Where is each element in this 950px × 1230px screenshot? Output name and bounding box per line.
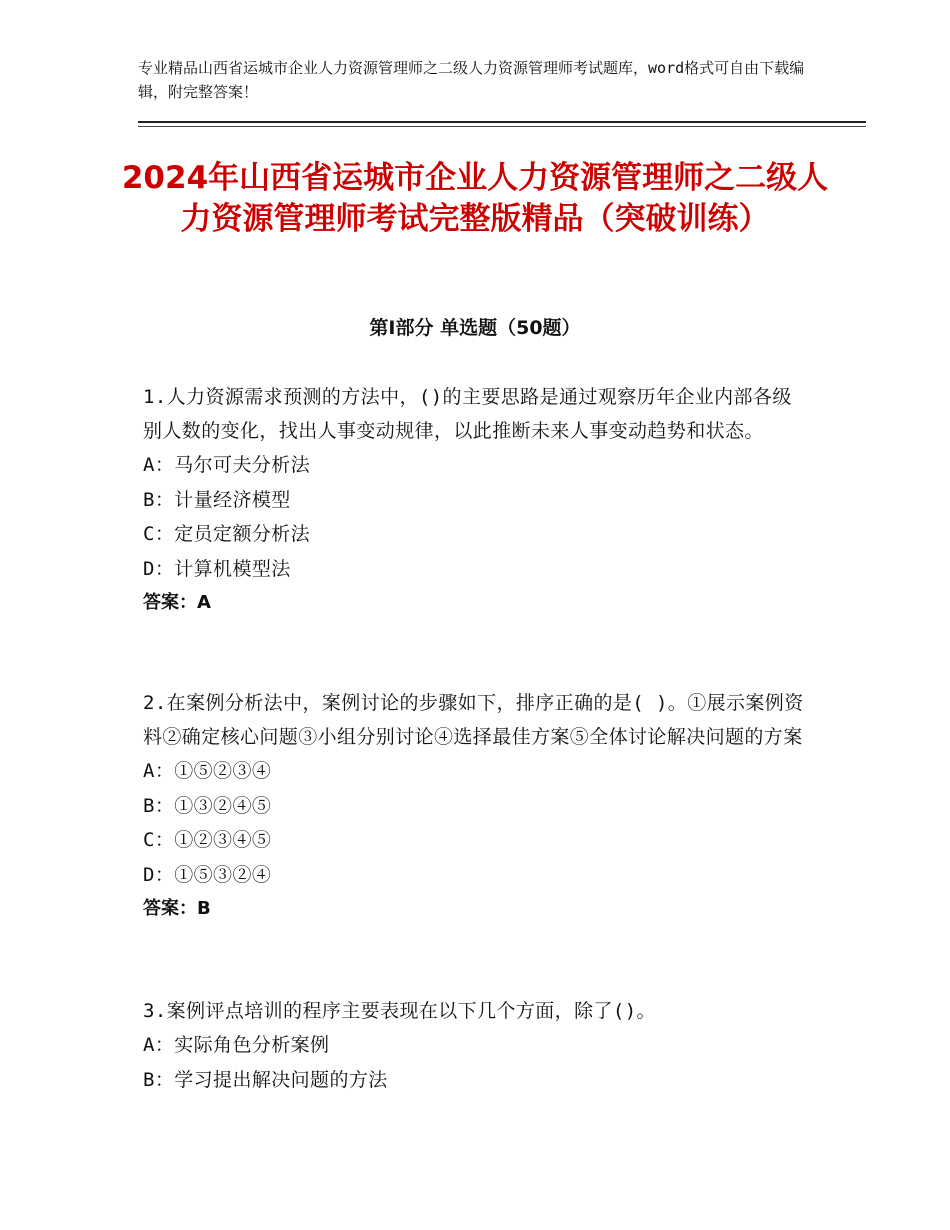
question-1 [143, 380, 808, 620]
header-divider-thick [138, 121, 866, 123]
question-text: 1.人力资源需求预测的方法中，()的主要思路是通过观察历年企业内部各级别人数的变化，找出人事变动规律，以此推断未来人事变动趋势和状态。 [143, 386, 792, 442]
option-a: A：①⑤②③④ [143, 760, 272, 782]
header-note: 专业精品山西省运城市企业人力资源管理师之二级人力资源管理师考试题库，word格式可自由下载编辑，附完整答案！ [138, 59, 805, 101]
option-b: B：学习提出解决问题的方法 [143, 1068, 388, 1091]
question-2 [143, 686, 808, 926]
option-b: B：①③②④⑤ [143, 794, 272, 817]
header-divider-thin [138, 126, 866, 127]
option-c: C：①②③④⑤ [143, 829, 272, 851]
answer-label: 答案：B [143, 898, 211, 919]
section-title: 第Ⅰ部分 单选题（50题） [369, 317, 581, 339]
option-a: A：实际角色分析案例 [143, 1034, 330, 1056]
option-d: D：计算机模型法 [143, 557, 291, 580]
question-3 [143, 994, 808, 1097]
option-b: B：计量经济模型 [143, 488, 291, 511]
question-text: 3.案例评点培训的程序主要表现在以下几个方面，除了()。 [143, 1000, 656, 1022]
option-d: D：①⑤③②④ [143, 863, 272, 886]
document-title: 2024年山西省运城市企业人力资源管理师之二级人力资源管理师考试完整版精品（突破训练） [121, 160, 829, 237]
question-text: 2.在案例分析法中，案例讨论的步骤如下，排序正确的是( )。①展示案例资料②确定核心问题③小组分别讨论④选择最佳方案⑤全体讨论解决问题的方案 [143, 692, 804, 748]
answer-label: 答案：A [143, 592, 211, 613]
option-c: C：定员定额分析法 [143, 523, 311, 545]
option-a: A：马尔可夫分析法 [143, 454, 311, 476]
